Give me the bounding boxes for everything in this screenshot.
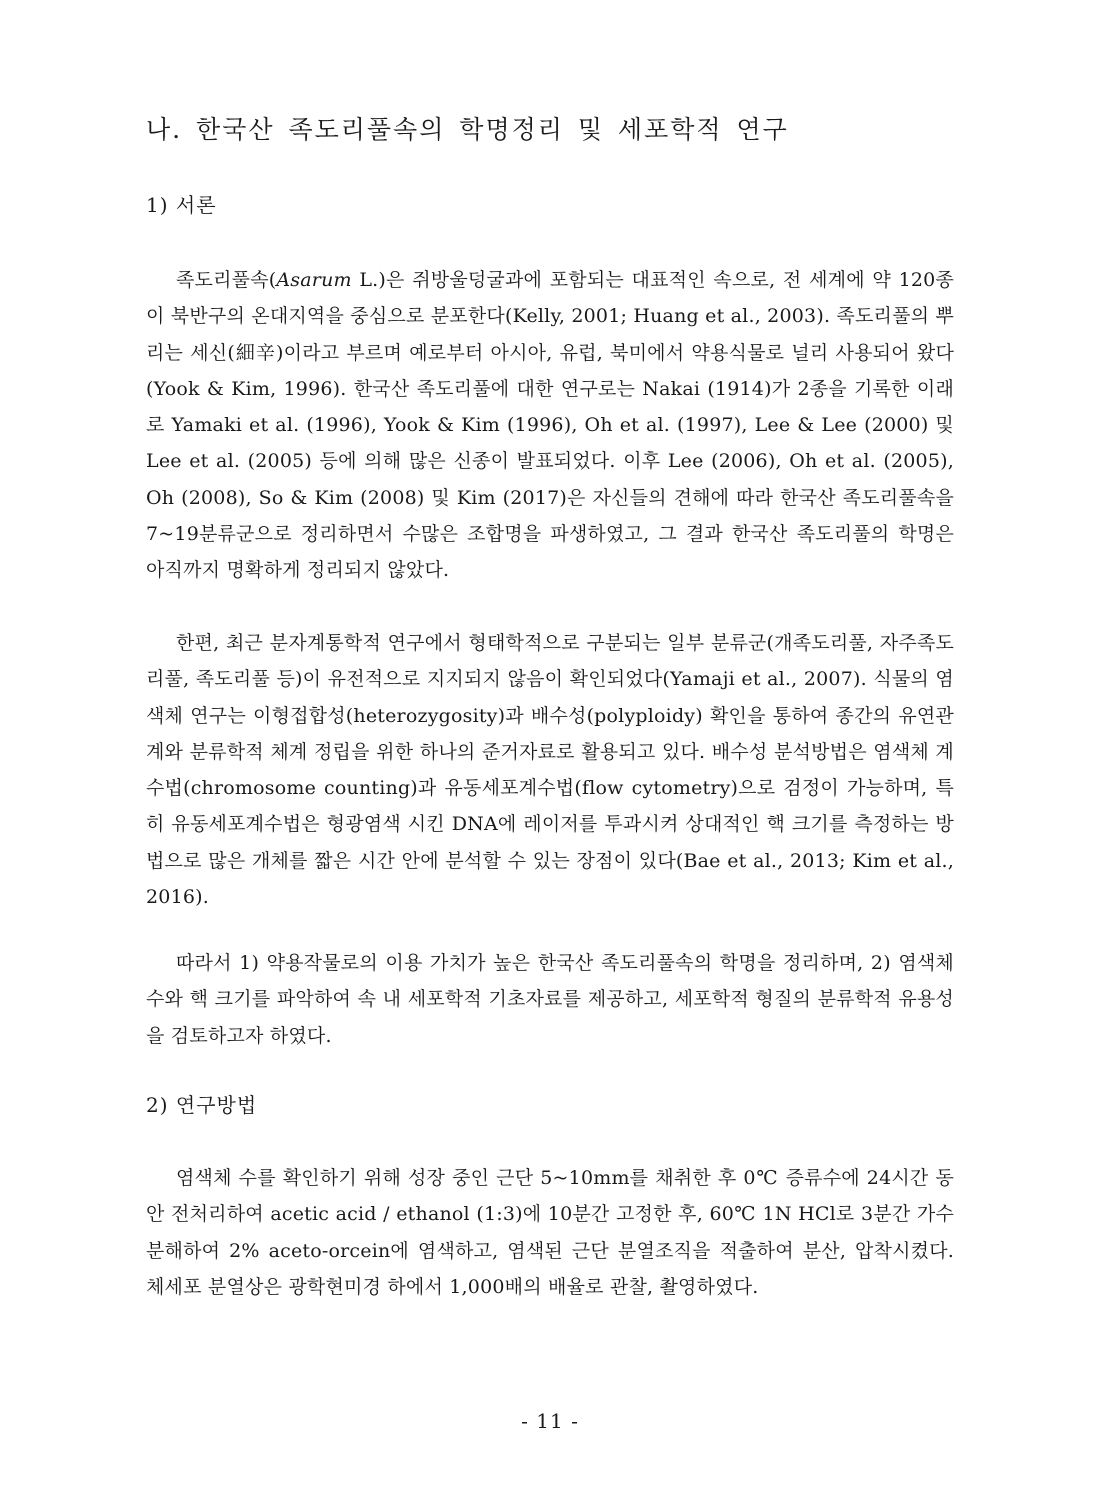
intro-paragraph-1-lead: 족도리풀속( (176, 269, 277, 291)
intro-paragraph-1 (146, 262, 954, 589)
intro-paragraph-3: 따라서 1) 약용작물로의 이용 가치가 높은 한국산 족도리풀속의 학명을 정리하며, 2) 염색체 수와 핵 크기를 파악하여 속 내 세포학적 기초자료를 제공하고, 세포학적 형질의 분류학적 유용성을 검토하고자 하였다. (146, 952, 954, 1047)
page-number: - 11 - (521, 1409, 579, 1433)
intro-paragraph-1-body: L.)은 쥐방울덩굴과에 포함되는 대표적인 속으로, 전 세계에 약 120종이 북반구의 온대지역을 중심으로 분포한다(Kelly, 2001; Huang et al., 2003). 족도리풀의 뿌리는 세신(細辛)이라고 부르며 예로부터 아시아, 유럽, 북미에서 약용식물로 널리 사용되어 왔다(Yook & Kim, 1996). 한국산 족도리풀에 대한 연구로는 Nakai (1914)가 2종을 기록한 이래로 Yamaki et al. (1996), Yook & Kim (1996), Oh et al. (1997), Lee & Lee (2000) 및 Lee et al. (2005) 등에 의해 많은 신종이 발표되었다. 이후 Lee (2006), Oh et al. (2005), Oh (2008), So & Kim (2008) 및 Kim (2017)은 자신들의 견해에 따라 한국산 족도리풀속을 7~19분류군으로 정리하면서 수많은 조합명을 파생하였고, 그 결과 한국산 족도리풀의 학명은 아직까지 명확하게 정리되지 않았다. (146, 269, 954, 582)
methods-paragraph-1: 염색체 수를 확인하기 위해 성장 중인 근단 5~10mm를 채취한 후 0℃ 증류수에 24시간 동안 전처리하여 acetic acid / ethanol (1:3)에 10분간 고정한 후, 60℃ 1N HCl로 3분간 가수분해하여 2% aceto-orcein에 염색하고, 염색된 근단 분열조직을 적출하여 분산, 압착시켰다. 체세포 분열상은 광학현미경 하에서 1,000배의 배율로 관찰, 촬영하였다. (146, 1167, 954, 1298)
intro-paragraph-2: 한편, 최근 분자계통학적 연구에서 형태학적으로 구분되는 일부 분류군(개족도리풀, 자주족도리풀, 족도리풀 등)이 유전적으로 지지되지 않음이 확인되었다(Yamaji et al., 2007). 식물의 염색체 연구는 이형접합성(heterozygosity)과 배수성(polyploidy) 확인을 통하여 종간의 유연관계와 분류학적 체계 정립을 위한 하나의 준거자료로 활용되고 있다. 배수성 분석방법은 염색체 계수법(chromosome counting)과 유동세포계수법(flow cytometry)으로 검정이 가능하며, 특히 유동세포계수법은 형광염색 시킨 DNA에 레이저를 투과시켜 상대적인 핵 크기를 측정하는 방법으로 많은 개체를 짧은 시간 안에 분석할 수 있는 장점이 있다(Bae et al., 2013; Kim et al., 2016). (146, 632, 954, 909)
methods-heading: 2) 연구방법 (146, 1093, 258, 1117)
genus-name: Asarum (276, 269, 352, 291)
intro-heading: 1) 서론 (146, 193, 217, 217)
section-title: 나. 한국산 족도리풀속의 학명정리 및 세포학적 연구 (146, 115, 789, 144)
